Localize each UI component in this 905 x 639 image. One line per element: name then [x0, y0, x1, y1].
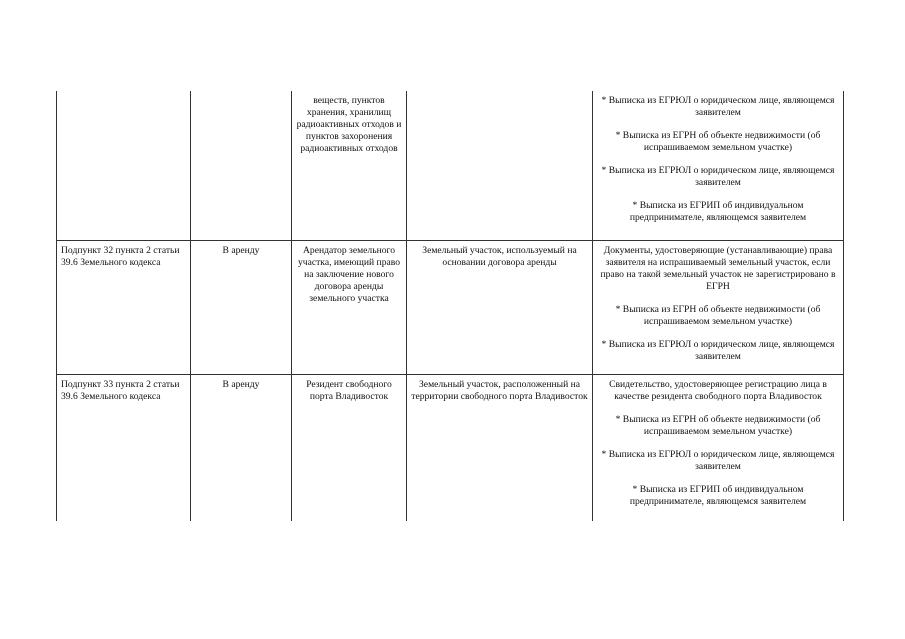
required-documents-cell — [593, 91, 844, 240]
legal-basis-cell: Подпункт 33 пункта 2 статьи 39.6 Земельного кодекса — [57, 374, 191, 521]
table-row — [57, 240, 844, 374]
document-item: * Выписка из ЕГРИП об индивидуальном предпринимателе, являющемся заявителем — [629, 200, 807, 223]
provision-form-cell: В аренду — [191, 374, 292, 521]
applicant-cell: веществ, пунктов хранения, хранилищ радиоактивных отходов и пунктов захоронения радиоактивных отходов — [292, 91, 407, 240]
document-item: * Выписка из ЕГРЮЛ о юридическом лице, являющемся заявителем — [601, 95, 835, 118]
land-plot-cell — [407, 91, 593, 240]
applicant-cell: Резидент свободного порта Владивосток — [292, 374, 407, 521]
required-documents-cell — [593, 374, 844, 521]
legal-basis-cell — [57, 91, 191, 240]
document-item: * Выписка из ЕГРИП об индивидуальном предпринимателе, являющемся заявителем — [629, 483, 807, 507]
land-documents-table — [56, 91, 844, 521]
provision-form-cell — [191, 91, 292, 240]
document-item: * Выписка из ЕГРН об объекте недвижимости (об испрашиваемом земельном участке) — [615, 413, 821, 437]
land-plot-cell: Земельный участок, используемый на основании договора аренды — [407, 240, 593, 374]
table-row — [57, 91, 844, 240]
land-plot-cell: Земельный участок, расположенный на территории свободного порта Владивосток — [407, 374, 593, 521]
table-row — [57, 374, 844, 521]
document-item: * Выписка из ЕГРН об объекте недвижимости (об испрашиваемом земельном участке) — [615, 303, 821, 327]
provision-form-cell: В аренду — [191, 240, 292, 374]
document-item: Свидетельство, удостоверяющее регистрацию лица в качестве резидента свободного порта Владивосток — [609, 378, 827, 402]
document-item: * Выписка из ЕГРЮЛ о юридическом лице, являющемся заявителем — [601, 165, 835, 188]
required-documents-cell — [593, 240, 844, 374]
applicant-cell: Арендатор земельного участка, имеющий право на заключение нового договора аренды земельного участка — [292, 240, 407, 374]
document-item: * Выписка из ЕГРЮЛ о юридическом лице, являющемся заявителем — [601, 448, 835, 472]
document-item: * Выписка из ЕГРН об объекте недвижимости (об испрашиваемом земельном участке) — [615, 130, 821, 153]
document-item: Документы, удостоверяющие (устанавливающие) права заявителя на испрашиваемый земельный участок, если право на такой земельный участок не зарегистрировано в ЕГРН — [600, 244, 836, 292]
document-item: * Выписка из ЕГРЮЛ о юридическом лице, являющемся заявителем — [601, 338, 835, 362]
legal-basis-cell: Подпункт 32 пункта 2 статьи 39.6 Земельного кодекса — [57, 240, 191, 374]
